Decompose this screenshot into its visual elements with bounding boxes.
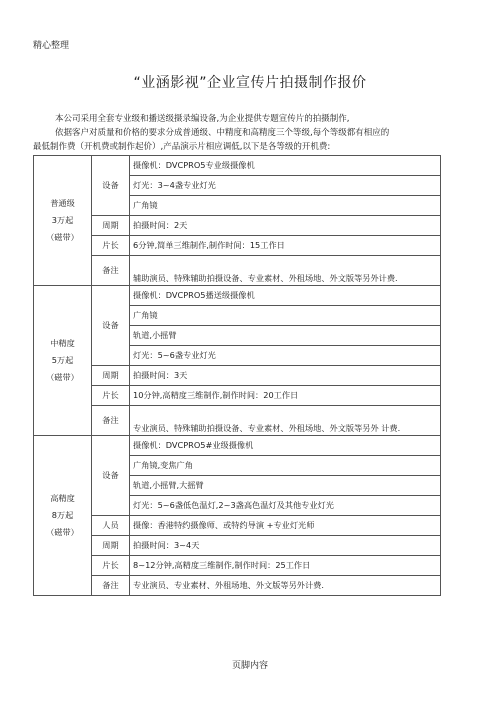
tier-name: 普通级 [50,198,75,208]
category-cell: 片长 [92,556,130,576]
detail-cell: 拍摄时间：2天 [130,216,441,236]
detail-cell: 摄像机：DVCPRO5专业级摄像机 [130,156,441,176]
table-row [34,436,441,456]
detail-cell: 专业演员、专业素材、外租场地、外文版等另外计费. [130,576,441,596]
detail-cell: 灯光：5~6盏专业灯光 [130,346,441,366]
detail-cell: 广角镜 [130,196,441,216]
tier-cell-high [34,436,92,596]
detail-cell: 10分钟,高精度三维制作,制作时间：20工作日 [130,386,441,406]
table-row [34,286,441,306]
page-footer: 页脚内容 [231,661,268,671]
category-cell: 备注 [92,256,130,286]
table-row [34,576,441,596]
price-table [33,155,441,596]
table-row [34,386,441,406]
category-cell: 设备 [92,286,130,366]
detail-cell: 6分钟,简单三维制作,制作时间：15工作日 [130,236,441,256]
detail-cell: 辅助演员、特殊辅助拍摄设备、专业素材、外租场地、外文版等另外计费. [130,256,441,286]
tier-name: 中精度 [50,338,75,348]
detail-cell: 灯光：5~6盏低色温灯,2~3盏高色温灯及其他专业灯光 [130,496,441,516]
tier-cell-medium [34,286,92,436]
intro-paragraph [33,112,453,154]
table-row [34,216,441,236]
tier-medium: （磁带） [46,372,79,382]
detail-cell: 摄像机：DVCPRO5播送级摄像机 [130,286,441,306]
table-row [34,156,441,176]
table-row [34,556,441,576]
intro-line-3: 最低制作费（开机费或制作起价）,产品演示片相应调低,以下是各等级的开机费: [33,142,331,152]
header-note: 精心整理 [33,41,70,51]
tier-medium: （磁带） [46,232,79,242]
detail-cell: 拍摄时间：3天 [130,366,441,386]
tier-name: 高精度 [50,493,75,503]
category-cell: 周期 [92,536,130,556]
document-title: “业涵影视”企业宣传片拍摄制作报价 [133,75,367,91]
table-row [34,516,441,536]
category-cell: 备注 [92,406,130,436]
detail-cell: 8~12分钟,高精度三维制作,制作时间：25工作日 [130,556,441,576]
category-cell: 设备 [92,436,130,516]
detail-cell: 广角镜 [130,306,441,326]
category-cell: 片长 [92,236,130,256]
detail-cell: 拍摄时间：3~4天 [130,536,441,556]
tier-price: 3万起 [51,215,74,225]
table-row [34,406,441,436]
table-row [34,366,441,386]
tier-cell-standard [34,156,92,286]
tier-price: 5万起 [51,355,74,365]
detail-cell: 广角镜,变焦广角 [130,456,441,476]
tier-price: 8万起 [51,510,74,520]
detail-cell: 轨道,小摇臂 [130,326,441,346]
table-row [34,236,441,256]
category-cell: 周期 [92,366,130,386]
category-cell: 人员 [92,516,130,536]
table-row [34,536,441,556]
category-cell: 备注 [92,576,130,596]
intro-line-2: 依据客户对质量和价格的要求分成普通级、中精度和高精度三个等级,每个等级都有相应的 [55,128,390,138]
category-cell: 周期 [92,216,130,236]
detail-cell: 摄像：香港特约摄像师、或特约导演 +专业灯光师 [130,516,441,536]
detail-cell: 摄像机：DVCPRO5#业级摄像机 [130,436,441,456]
category-cell: 设备 [92,156,130,216]
detail-cell: 专业演员、特殊辅助拍摄设备、专业素材、外租场地、外文版等另外 计费. [130,406,441,436]
detail-cell: 灯光：3~4盏专业灯光 [130,176,441,196]
detail-cell: 轨道,小摇臂,大摇臂 [130,476,441,496]
tier-medium: （磁带） [46,527,79,537]
intro-line-1: 本公司采用全套专业级和播送级摄录编设备,为企业提供专题宣传片的拍摄制作, [55,114,350,124]
table-row [34,256,441,286]
category-cell: 片长 [92,386,130,406]
